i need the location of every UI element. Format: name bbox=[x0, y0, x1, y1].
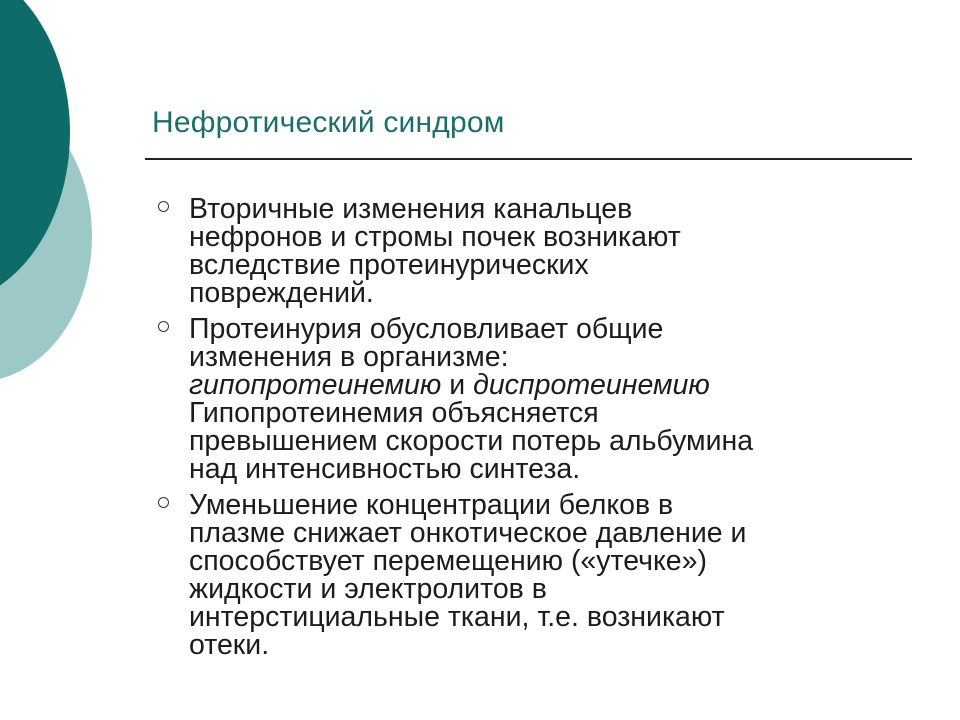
bullet-3-line-1: Уменьшение концентрации белков в bbox=[189, 489, 674, 521]
bullet-2-italic-term-2: диспротеинемию bbox=[473, 369, 710, 401]
bullet-item-3 bbox=[150, 491, 910, 659]
bullet-3-line-4: жидкости и электролитов в bbox=[189, 573, 547, 605]
bullet-2-line-5: превышением скорости потерь альбумина bbox=[189, 425, 754, 457]
bullet-3-line-5: интерстициальные ткани, т.е. возникают bbox=[189, 601, 725, 633]
bullet-2-line-6: над интенсивностью синтеза. bbox=[189, 453, 581, 485]
bullet-list bbox=[150, 195, 910, 667]
bullet-1-line-4: повреждений. bbox=[189, 277, 374, 309]
bullet-3-line-6: отеки. bbox=[189, 629, 270, 661]
bullet-circle-icon bbox=[158, 201, 169, 212]
bullet-2-italic-term-1: гипопротеинемию bbox=[189, 369, 442, 401]
bullet-3-line-3: способствует перемещению («утечке») bbox=[189, 545, 707, 577]
title-underline bbox=[145, 158, 912, 160]
bullet-circle-icon bbox=[158, 497, 169, 508]
bullet-1-line-3: вследствие протеинурических bbox=[189, 249, 589, 281]
bullet-item-1 bbox=[150, 195, 910, 307]
bullet-2-line-4: Гипопротеинемия объясняется bbox=[189, 397, 599, 429]
bullet-1-line-2: нефронов и стромы почек возникают bbox=[189, 221, 681, 253]
bullet-circle-icon bbox=[158, 321, 169, 332]
slide-title: Нефротический синдром bbox=[152, 106, 505, 139]
bullet-2-line-2: изменения в организме: bbox=[189, 341, 509, 373]
bullet-2-line-1: Протеинурия обусловливает общие bbox=[189, 313, 664, 345]
bullet-item-2 bbox=[150, 315, 910, 483]
bullet-2-line-3-italic: гипопротеинемию и диспротеинемию bbox=[189, 369, 710, 401]
bullet-1-line-1: Вторичные изменения канальцев bbox=[189, 193, 633, 225]
bullet-3-line-2: плазме снижает онкотическое давление и bbox=[189, 517, 747, 549]
